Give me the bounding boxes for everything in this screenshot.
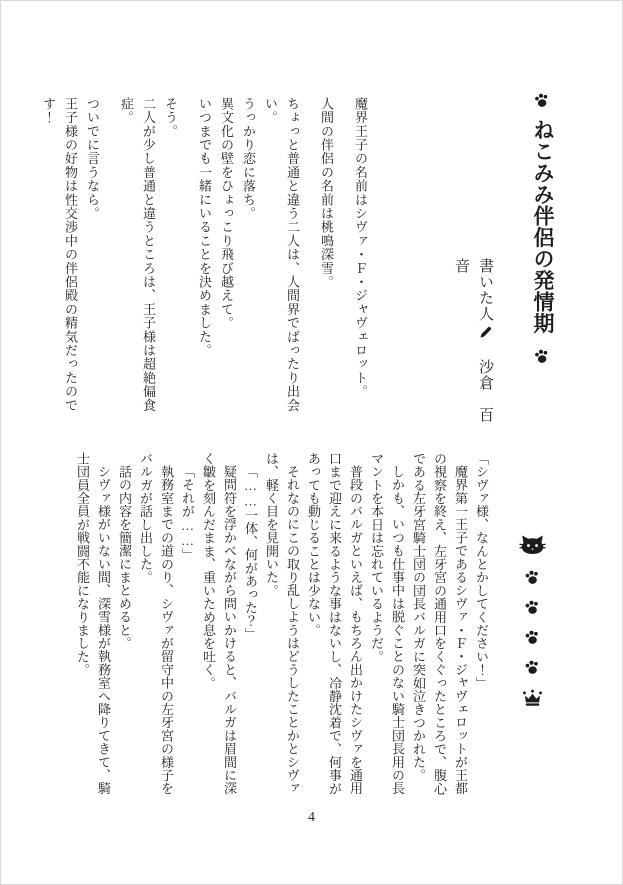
story-paragraph: それなのにこの取り乱しようはどうしたことかとシヴァは、軽く目を見開いた。 bbox=[264, 452, 300, 795]
intro-paragraph-group bbox=[349, 97, 371, 437]
story-paragraph: 執務室までの道のり、シヴァが留守中の左牙宮の様子をバルガが話し出した。 bbox=[138, 452, 174, 795]
story-section bbox=[72, 452, 492, 797]
author-name: 沙倉 百音 bbox=[453, 258, 494, 423]
intro-section bbox=[37, 92, 371, 437]
story-paragraph: 「……一体、何があった？」 bbox=[243, 465, 258, 641]
story-paragraph: 話の内容を簡潔にまとめると。 bbox=[117, 465, 132, 650]
intro-paragraph-group bbox=[315, 97, 337, 437]
title-column bbox=[519, 92, 565, 437]
story-paragraph: 普段のバルガといえば、もちろん出かけたシヴァを通用口まで迎えに来るような事はないし、冷静沈着で、何事があっても動じることは少ない。 bbox=[306, 452, 363, 796]
intro-line: うっかり恋に落ち。 bbox=[241, 97, 256, 221]
intro-paragraph-group bbox=[193, 97, 303, 437]
intro-paragraph-group bbox=[115, 97, 181, 437]
page-number: 4 bbox=[308, 810, 315, 825]
section-divider-icons bbox=[518, 534, 546, 707]
author-label: 書いた人 bbox=[477, 258, 494, 322]
intro-line: ちょっと普通と違う二人は、人間界でばったり出会い。 bbox=[263, 97, 300, 413]
paw-print-icon bbox=[533, 92, 551, 109]
story-paragraph: しかも、いつも仕事中は脱ぐことのない騎士団長用の長マントを本日は忘れているようだ。 bbox=[369, 452, 405, 795]
intro-block bbox=[25, 92, 565, 437]
intro-paragraph-group bbox=[37, 97, 103, 437]
page-title: ねこみみ伴侶の発情期 bbox=[531, 119, 554, 334]
intro-line: 二人が少し普通と違うところは、王子様は超絶偏食症。 bbox=[119, 97, 156, 413]
pencil-icon bbox=[478, 325, 493, 340]
story-paragraph: 「シヴァ様、なんとかしてください！」 bbox=[474, 452, 489, 690]
paw-print-icon bbox=[533, 348, 551, 365]
paw-print-icon bbox=[524, 659, 541, 676]
paw-print-icon bbox=[524, 569, 541, 586]
intro-line: 魔界王子の名前はシヴァ・Ｆ・ジャヴェロット。 bbox=[353, 97, 368, 399]
intro-line: ついでに言うなら。 bbox=[85, 97, 100, 221]
intro-line: 異文化の壁をひょっこり飛び越えて。 bbox=[219, 97, 234, 330]
intro-line: 王子様の好物は性交渉中の伴侶殿の精気だったのです！ bbox=[41, 97, 78, 413]
intro-line: いつまでも一緒にいることを決めました。 bbox=[197, 97, 212, 358]
cat-face-icon bbox=[519, 534, 546, 556]
paw-print-icon bbox=[524, 599, 541, 616]
story-paragraph: 疑問符を浮かべながら問いかけると、バルガは眉間に深く皺を刻んだまま、重いため息を吐く。 bbox=[201, 452, 237, 795]
intro-line: 人間の伴侶の名前は桃鳴深雪。 bbox=[319, 97, 334, 289]
author-line bbox=[449, 92, 497, 437]
story-paragraph: シヴァ様がいない間、深雪様が執務室へ降りてきて、騎士団員全員が戦闘不能になりました。 bbox=[75, 452, 111, 795]
story-paragraph: 「それが……」 bbox=[180, 465, 195, 562]
paw-print-icon bbox=[524, 629, 541, 646]
crown-icon bbox=[522, 689, 543, 707]
story-paragraph: 魔界第一王子であるシヴァ・Ｆ・ジャヴェロットが王都の視察を終え、左牙宮の通用口をくぐったところで、腹心である左牙宮騎士団の団長バルガに突如泣きつかれた。 bbox=[411, 452, 468, 796]
intro-line: そう。 bbox=[163, 97, 178, 139]
